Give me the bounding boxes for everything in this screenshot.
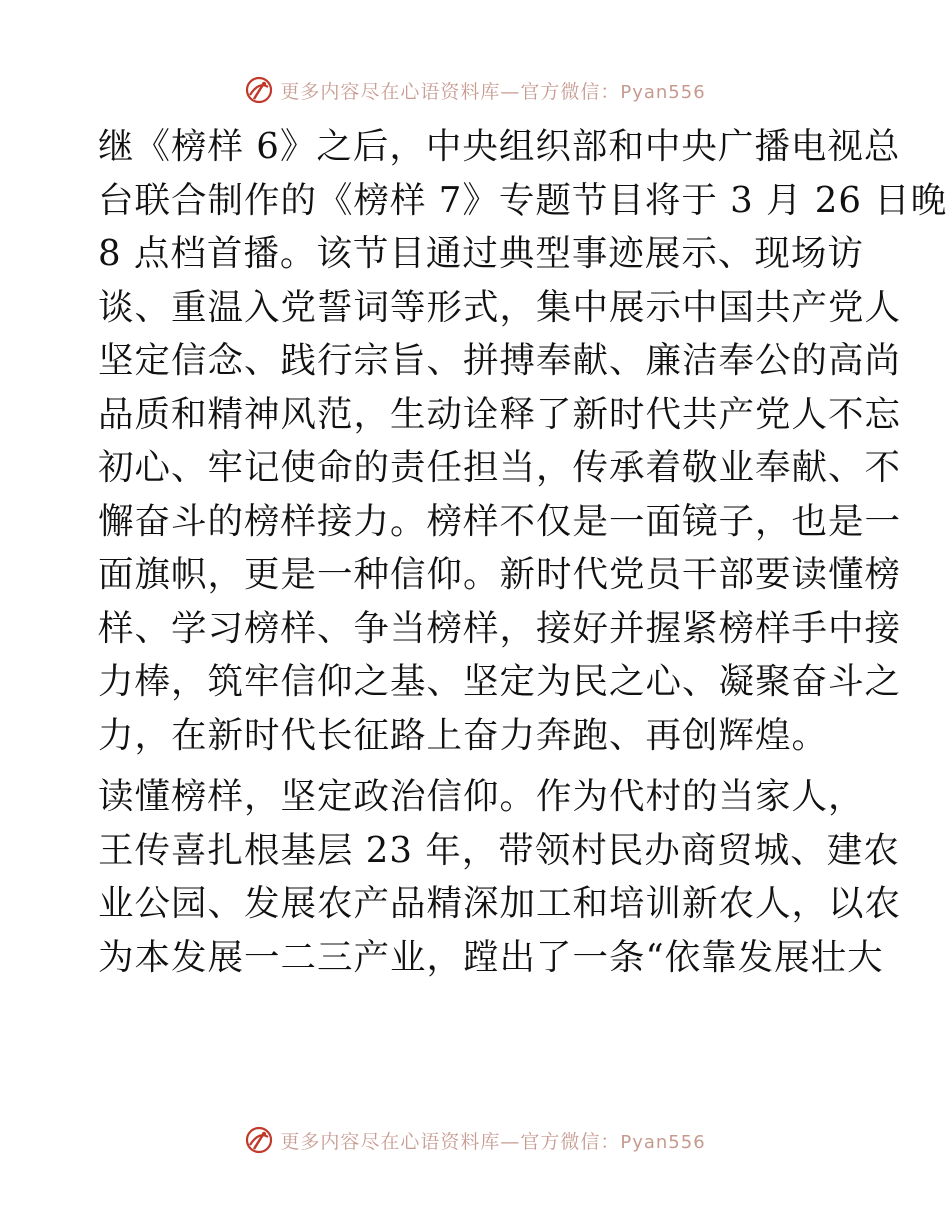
text-line: 业公园、发展农产品精深加工和培训新农人，以农 — [98, 883, 902, 924]
text-line: 为本发展一二三产业，蹚出了一条“依靠发展壮大 — [98, 936, 884, 978]
paragraph-2 — [98, 770, 902, 984]
text-line: 初心、牢记使命的责任担当，传承着敬业奉献、不 — [98, 447, 902, 488]
footer-brand: 更多内容尽在心语资料库 — [280, 1130, 501, 1153]
text-line: 力，在新时代长征路上奋力奔跑、再创辉煌。 — [98, 714, 829, 756]
brand-logo-icon — [244, 75, 274, 105]
text-line: 懈奋斗的榜样接力。榜样不仅是一面镜子，也是一 — [98, 500, 902, 542]
footer-contact-label: 官方微信： — [520, 1130, 621, 1153]
text-line: 继《榜样 6》之后，中央组织部和中央广播电视总 — [98, 126, 901, 167]
brand-logo-icon — [244, 1125, 274, 1155]
header-watermark — [0, 68, 950, 112]
text-line: 面旗帜，更是一种信仰。新时代党员干部要读懂榜 — [98, 554, 902, 595]
paragraph-gap — [98, 762, 858, 770]
paragraph-1 — [98, 120, 948, 762]
footer-dash: — — [500, 1130, 521, 1153]
text-line: 品质和精神风范，生动诠释了新时代共产党人不忘 — [98, 393, 902, 435]
text-line: 台联合制作的《榜样 7》专题节目将于 3 月 26 日晚 — [98, 179, 948, 221]
footer-watermark — [0, 1118, 950, 1162]
text-line: 王传喜扎根基层 23 年，带领村民办商贸城、建农 — [98, 829, 900, 871]
text-line: 坚定信念、践行宗旨、拼搏奉献、廉洁奉公的高尚 — [98, 340, 902, 381]
text-line: 8 点档首播。该节目通过典型事迹展示、现场访 — [98, 233, 864, 274]
document-body — [98, 120, 948, 984]
text-line: 力棒，筑牢信仰之基、坚定为民之心、凝聚奋斗之 — [98, 661, 902, 702]
text-line: 样、学习榜样、争当榜样，接好并握紧榜样手中接 — [98, 607, 902, 649]
header-contact-label: 官方微信： — [520, 80, 621, 103]
footer-watermark-text — [280, 1127, 705, 1154]
header-contact-id: Pyan556 — [620, 81, 706, 103]
text-line: 读懂榜样，坚定政治信仰。作为代村的当家人， — [98, 776, 865, 817]
text-line: 谈、重温入党誓词等形式，集中展示中国共产党人 — [98, 286, 902, 328]
footer-contact-id: Pyan556 — [620, 1131, 706, 1153]
header-watermark-text — [280, 77, 705, 104]
header-dash: — — [500, 80, 521, 103]
header-brand: 更多内容尽在心语资料库 — [280, 80, 501, 103]
